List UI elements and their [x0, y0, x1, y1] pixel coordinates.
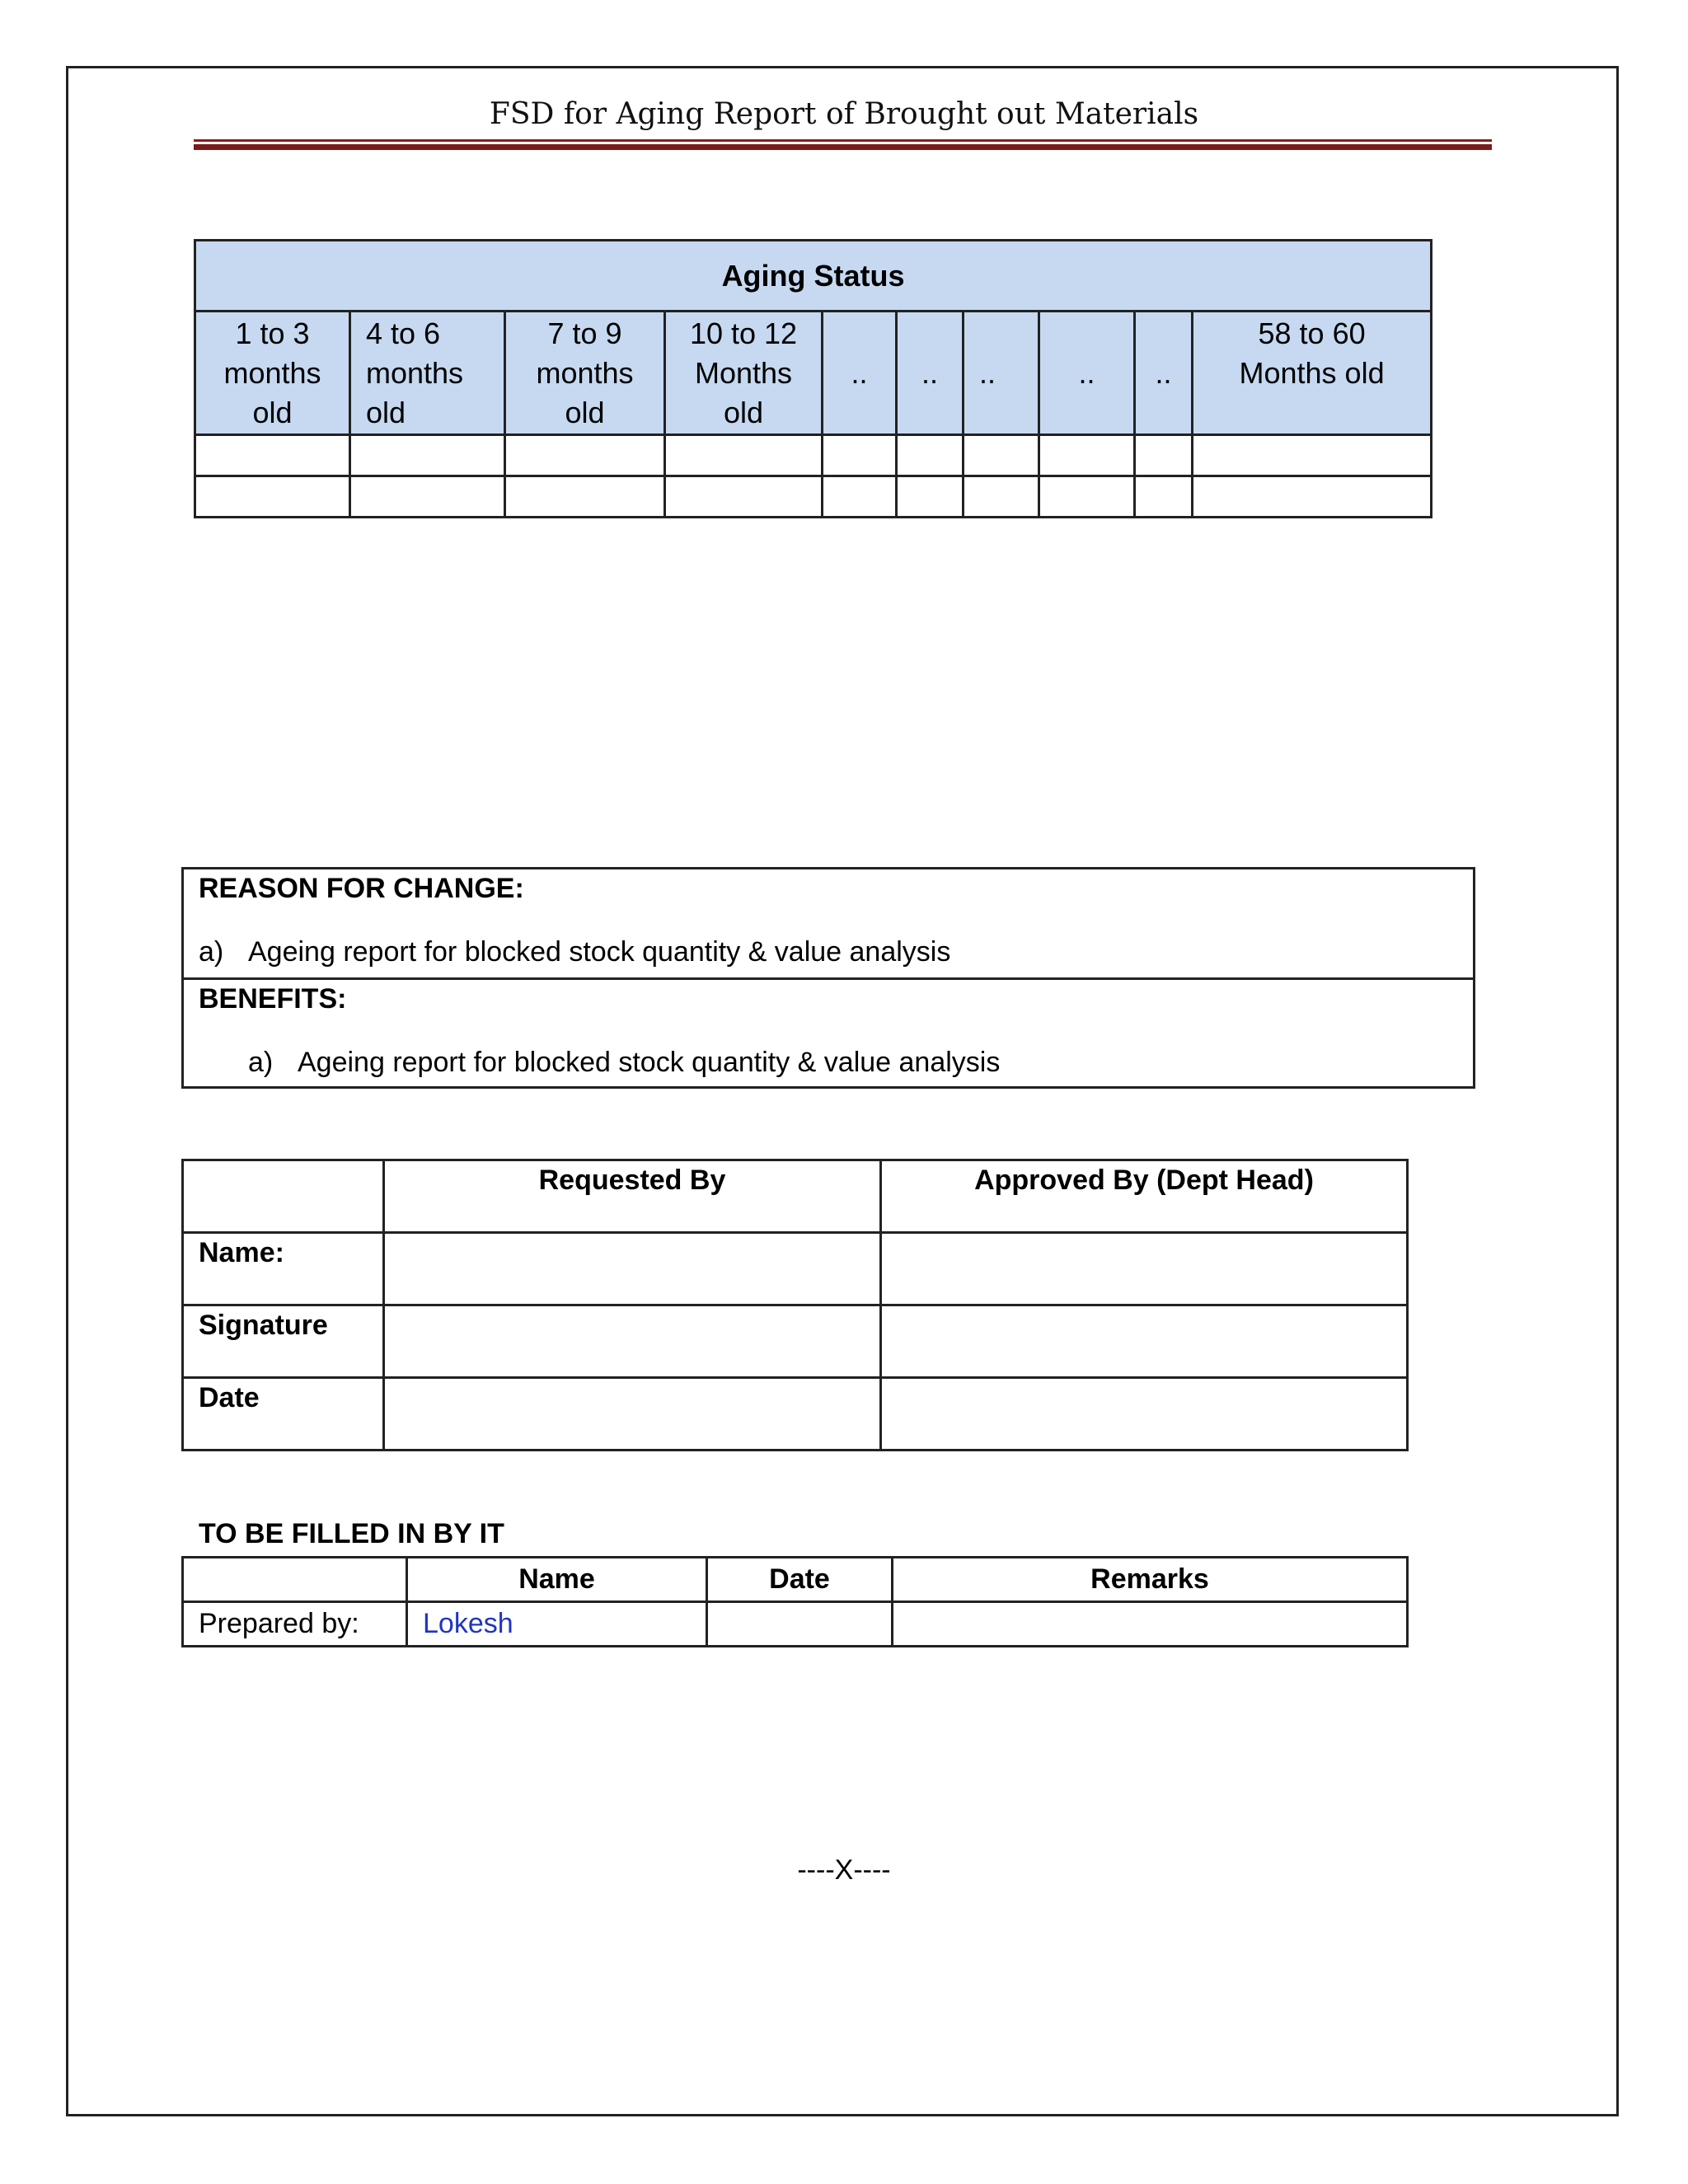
aging-status-title: Aging Status	[195, 241, 1432, 312]
requested-date-cell	[384, 1378, 881, 1451]
approved-name-cell	[881, 1233, 1408, 1305]
it-remarks-header: Remarks	[893, 1558, 1408, 1602]
prepared-by-label: Prepared by:	[183, 1602, 407, 1647]
aging-col-ellipsis-5: ..	[1135, 312, 1193, 435]
approved-date-cell	[881, 1378, 1408, 1451]
aging-col-1-3: 1 to 3 months old	[195, 312, 350, 435]
reason-item: a) Ageing report for blocked stock quantity & value analysis	[199, 936, 951, 968]
it-corner-cell	[183, 1558, 407, 1602]
aging-col-58-60: 58 to 60 Months old	[1193, 312, 1432, 435]
aging-col-ellipsis-3: ..	[964, 312, 1039, 435]
it-date-header: Date	[707, 1558, 893, 1602]
aging-status-table	[194, 239, 1432, 518]
requested-signature-cell	[384, 1305, 881, 1378]
aging-col-ellipsis-2: ..	[897, 312, 964, 435]
benefits-title: BENEFITS:	[199, 983, 347, 1015]
signoff-corner-cell	[183, 1160, 384, 1233]
it-name-header: Name	[407, 1558, 707, 1602]
aging-header-row	[195, 312, 1432, 435]
aging-col-10-12: 10 to 12 Months old	[665, 312, 823, 435]
reason-title: REASON FOR CHANGE:	[199, 873, 524, 904]
requested-by-header: Requested By	[384, 1160, 881, 1233]
aging-col-7-9: 7 to 9 months old	[505, 312, 665, 435]
prepared-by-remarks	[893, 1602, 1408, 1647]
reason-cell	[183, 869, 1475, 979]
aging-empty-row	[195, 435, 1432, 476]
aging-col-ellipsis-4: ..	[1039, 312, 1135, 435]
benefits-cell	[183, 979, 1475, 1088]
header-rule	[194, 139, 1492, 151]
it-table	[181, 1556, 1409, 1647]
signoff-date-label: Date	[183, 1378, 384, 1451]
prepared-by-date	[707, 1602, 893, 1647]
prepared-by-name: Lokesh	[407, 1602, 707, 1647]
reason-benefits-table	[181, 867, 1475, 1089]
document-end-mark: ----X----	[797, 1854, 891, 1886]
approved-signature-cell	[881, 1305, 1408, 1378]
aging-col-ellipsis-1: ..	[823, 312, 897, 435]
benefits-item: a) Ageing report for blocked stock quantity & value analysis	[248, 1047, 1001, 1078]
signoff-signature-label: Signature	[183, 1305, 384, 1378]
aging-col-4-6: 4 to 6 months old	[350, 312, 505, 435]
it-section-title: TO BE FILLED IN BY IT	[199, 1518, 504, 1549]
header-rule-thick	[194, 144, 1492, 150]
signoff-name-label: Name:	[183, 1233, 384, 1305]
aging-empty-row	[195, 476, 1432, 518]
requested-name-cell	[384, 1233, 881, 1305]
approved-by-header: Approved By (Dept Head)	[881, 1160, 1408, 1233]
document-title: FSD for Aging Report of Brought out Materials	[489, 97, 1199, 131]
signoff-table	[181, 1159, 1409, 1451]
header-rule-thin	[194, 139, 1492, 142]
